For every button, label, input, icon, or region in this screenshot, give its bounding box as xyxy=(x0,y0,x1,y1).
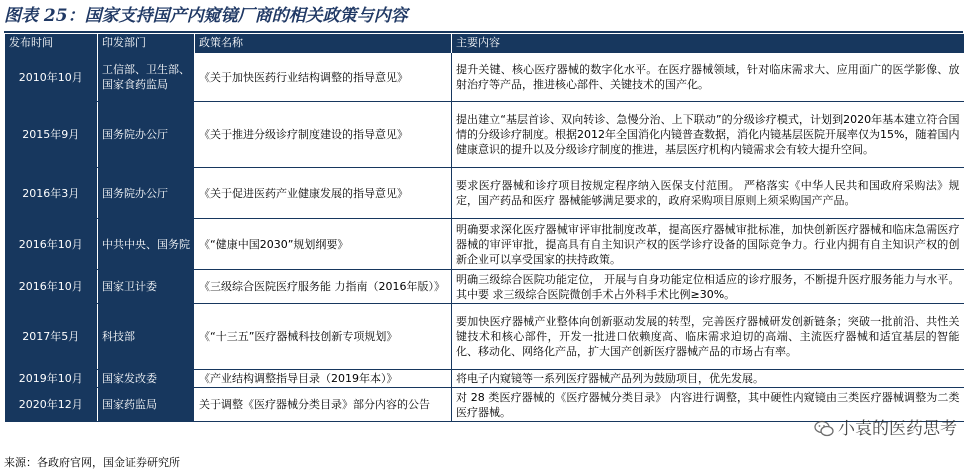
chart-title: 图表 25：国家支持国产内窥镜厂商的相关政策与内容 xyxy=(4,6,408,26)
row-content: 提升关键、核心医疗器械的数字化水平。在医疗器械领域，针对临床需求大、应用面广的医学影像、放射治疗等产品，推进核心部件、关键技术的国产化。 xyxy=(452,53,964,102)
table-header-row xyxy=(5,34,964,53)
header-issuer: 印发部门 xyxy=(98,34,195,53)
row-policy: 《关于加快医药行业结构调整的指导意见》 xyxy=(195,53,452,102)
row-issuer: 国家发改委 xyxy=(98,370,195,388)
row-date: 2017年5月 xyxy=(5,304,98,370)
wechat-icon xyxy=(814,420,834,438)
table-row xyxy=(5,270,964,304)
row-content: 提出建立“基层首诊、双向转诊、急慢分治、上下联动”的分级诊疗模式，计划到2020年基本建立符合国情的分级诊疗制度。根据2012年全国消化内镜普查数据，消化内镜基层医院开展率仅为15%，随着国内健康意识的提升以及分级诊疗制度的推进，基层医疗机构内镜需求会有较大提升空间。 xyxy=(452,102,964,168)
source-note: 来源：各政府官网，国金证券研究所 xyxy=(4,456,180,469)
row-issuer: 工信部、卫生部、国家食药监局 xyxy=(98,53,195,102)
row-date: 2016年3月 xyxy=(5,168,98,219)
policy-table xyxy=(4,34,964,422)
row-policy: 《关于推进分级诊疗制度建设的指导意见》 xyxy=(195,102,452,168)
row-policy: 《产业结构调整指导目录（2019年本）》 xyxy=(195,370,452,388)
row-issuer: 国家药监局 xyxy=(98,388,195,422)
row-issuer: 中共中央、国务院 xyxy=(98,219,195,270)
row-policy: 《“健康中国2030”规划纲要》 xyxy=(195,219,452,270)
row-policy: 《“十三五”医疗器械科技创新专项规划》 xyxy=(195,304,452,370)
row-content: 对 28 类医疗器械的《医疗器械分类目录》 内容进行调整，其中硬性内窥镜由三类医疗器械调整为二类医疗器械。 xyxy=(452,388,964,422)
row-content: 明确三级综合医院功能定位， 开展与自身功能定位相适应的诊疗服务，不断提升医疗服务能力与水平。其中要 求三级综合医院微创手术占外科手术比例≥30%。 xyxy=(452,270,964,304)
table-row xyxy=(5,304,964,370)
table-row xyxy=(5,370,964,388)
row-date: 2016年10月 xyxy=(5,219,98,270)
row-date: 2020年12月 xyxy=(5,388,98,422)
watermark-text: 小袁的医药思考 xyxy=(838,419,957,439)
row-content: 要求医疗器械和诊疗项目按规定程序纳入医保支付范围。 严格落实《中华人民共和国政府采购法》规定，国产药品和医疗 器械能够满足要求的，政府采购项目原则上须采购国产产品。 xyxy=(452,168,964,219)
header-content: 主要内容 xyxy=(452,34,964,53)
row-date: 2010年10月 xyxy=(5,53,98,102)
row-issuer: 科技部 xyxy=(98,304,195,370)
watermark xyxy=(814,418,957,440)
table-row xyxy=(5,168,964,219)
row-date: 2019年10月 xyxy=(5,370,98,388)
row-date: 2016年10月 xyxy=(5,270,98,304)
row-issuer: 国务院办公厅 xyxy=(98,102,195,168)
table-row xyxy=(5,53,964,102)
row-policy: 关于调整《医疗器械分类目录》部分内容的公告 xyxy=(195,388,452,422)
row-content: 要加快医疗器械产业整体向创新驱动发展的转型，完善医疗器械研发创新链条；突破一批前沿、共性关键技术和核心部件，开发一批进口依赖度高、临床需求迫切的高端、主流医疗器械和适宜基层的智能化、移动化、网络化产品，扩大国产创新医疗器械产品的市场占有率。 xyxy=(452,304,964,370)
header-date: 发布时间 xyxy=(5,34,98,53)
row-content: 将电子内窥镜等一系列医疗器械产品列为鼓励项目，优先发展。 xyxy=(452,370,964,388)
table-row xyxy=(5,388,964,422)
title-divider xyxy=(4,31,963,33)
row-issuer: 国务院办公厅 xyxy=(98,168,195,219)
header-policy: 政策名称 xyxy=(195,34,452,53)
row-content: 明确要求深化医疗器械审评审批制度改革，提高医疗器械审批标准，加快创新医疗器械和临床急需医疗器械的审评审批，提高具有自主知识产权的医学诊疗设备的国际竞争力。行业内拥有自主知识产权的创新企业可以享受国家的扶持政策。 xyxy=(452,219,964,270)
row-policy: 《三级综合医院医疗服务能 力指南（2016年版）》 xyxy=(195,270,452,304)
row-date: 2015年9月 xyxy=(5,102,98,168)
row-issuer: 国家卫计委 xyxy=(98,270,195,304)
table-row xyxy=(5,102,964,168)
row-policy: 《关于促进医药产业健康发展的指导意见》 xyxy=(195,168,452,219)
table-row xyxy=(5,219,964,270)
